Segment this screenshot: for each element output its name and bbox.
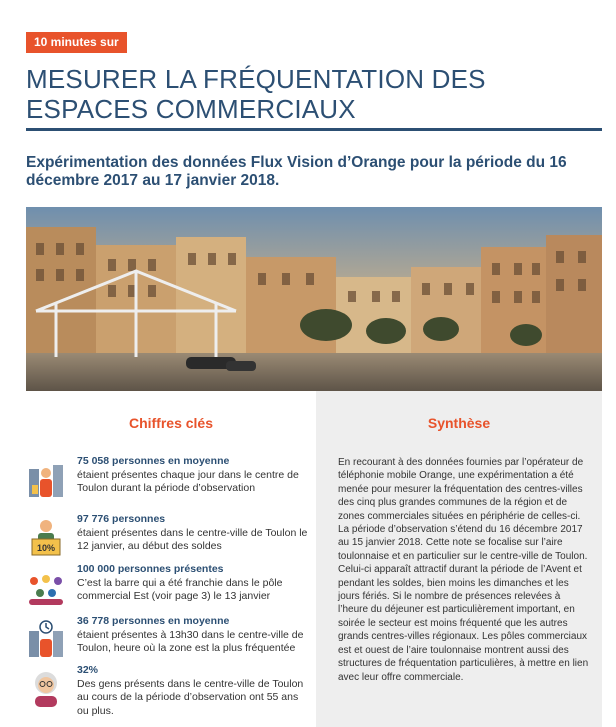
key-figure-text: étaient présentes dans le centre-ville de Toulon le 12 janvier, au début des soldes bbox=[77, 526, 308, 552]
city-shoppers-icon bbox=[26, 459, 66, 499]
page-title bbox=[26, 64, 486, 124]
key-figure-text: étaient présentes à 13h30 dans le centre-ville de Toulon, heure où la zone est la plus fréquentée bbox=[77, 628, 304, 654]
key-figures-heading: Chiffres clés bbox=[128, 415, 214, 431]
town-square-photo bbox=[26, 207, 602, 391]
synthesis-text: En recourant à des données fournies par l’opérateur de téléphonie mobile Orange, une expérimentation a été menée pour mesurer la fréquentation des centres-villes des cinq plus grandes communes de la région et de zones commerciales situées en périphérie de celles-ci. La période d’observation s’étend du 16 décembre 2017 au 15 janvier 2018. Cette note se focalise sur l’aire toulonnaise et en particulier sur le centre-ville de Toulon. Celui-ci apparaît attractif durant la période de l’Avent et pendant les soldes, bien moins les dimanches et les jours fériés. Si le nombre de présences relevées à l’heure du déjeuner est particulièrement important, en soirée le secteur est moins fréquenté que les autres grands centres-villes régionaux. Les pôles commerciaux est et ouest de l’aire toulonnaise montrent aussi des structures de fréquentation particulières, à mettre en lien avec leur offre commerciale. bbox=[338, 457, 589, 683]
key-figure-item bbox=[26, 563, 316, 619]
key-figure-item bbox=[26, 513, 316, 569]
key-figure-text: Des gens présents dans le centre-ville de Toulon au cours de la période d’observation ont 55 ans ou plus. bbox=[77, 677, 304, 717]
key-figures-panel bbox=[26, 391, 316, 727]
page-subtitle: Expérimentation des données Flux Vision d’Orange pour la période du 16 décembre 2017 au 17 janvier 2018. bbox=[26, 154, 567, 189]
elderly-person-icon bbox=[26, 668, 66, 708]
key-figure-headline: 36 778 personnes en moyenne bbox=[77, 615, 230, 627]
title-line-1: MESURER LA FRÉQUENTATION DES bbox=[26, 64, 486, 94]
title-line-2: ESPACES COMMERCIAUX bbox=[26, 94, 356, 124]
key-figure-headline: 97 776 personnes bbox=[77, 513, 166, 525]
discount-label: 10% bbox=[36, 543, 56, 553]
key-figure-headline: 100 000 personnes présentes bbox=[77, 563, 224, 575]
key-figure-item bbox=[26, 455, 316, 511]
key-figure-headline: 75 058 personnes en moyenne bbox=[77, 455, 230, 467]
key-figure-item bbox=[26, 664, 316, 726]
synthesis-panel bbox=[316, 391, 602, 727]
key-figure-text: C’est la barre qui a été franchie dans le pôle commercial Est (voir page 3) le 13 janvier bbox=[77, 576, 283, 602]
key-figure-item bbox=[26, 615, 316, 671]
key-figure-text: étaient présentes chaque jour dans le centre de Toulon durant la période d’observation bbox=[77, 468, 299, 494]
discount-shopper-icon bbox=[26, 517, 66, 557]
title-rule bbox=[26, 128, 602, 131]
crowd-icon bbox=[26, 567, 66, 607]
topic-badge: 10 minutes sur bbox=[26, 32, 127, 53]
synthesis-heading: Synthèse bbox=[427, 415, 491, 431]
city-shoppers-clock-icon bbox=[26, 619, 66, 659]
key-figure-headline: 32% bbox=[77, 664, 99, 676]
